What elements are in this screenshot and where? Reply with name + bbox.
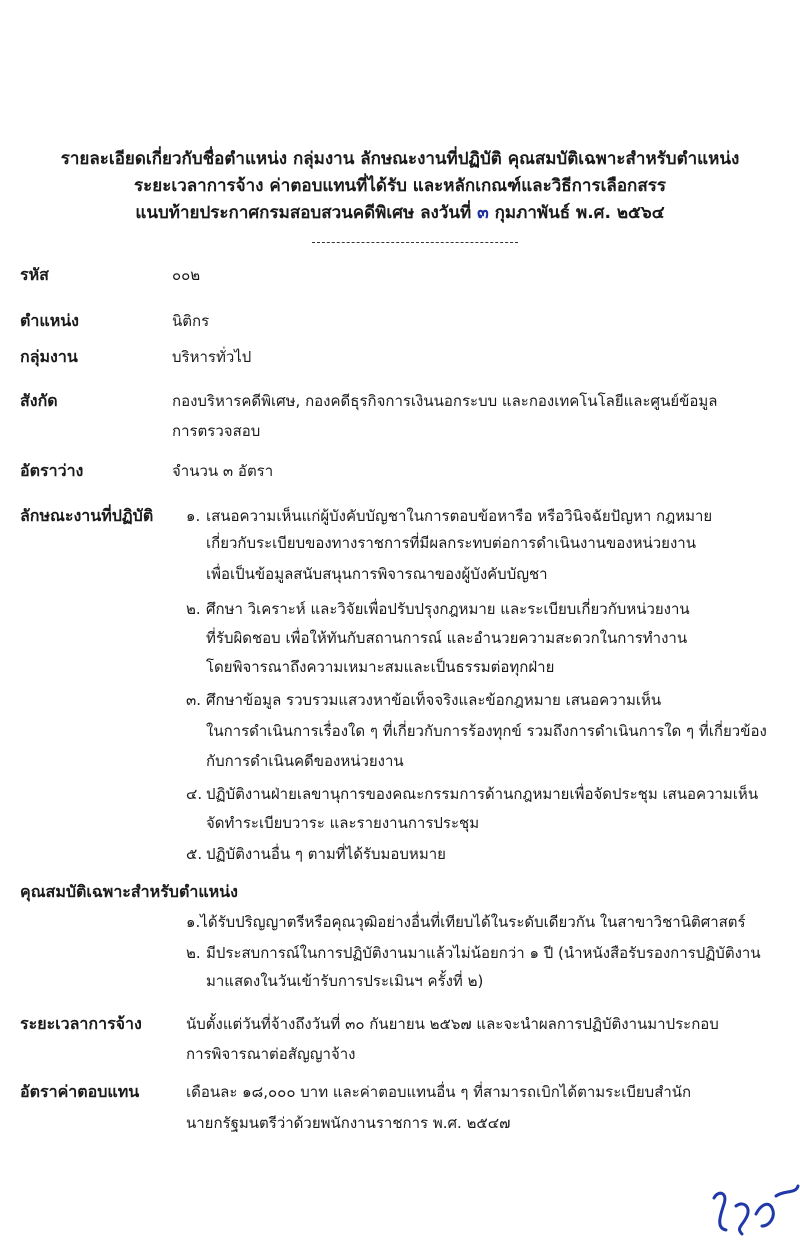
header-line-1: รายละเอียดเกี่ยวกับชื่อตำแหน่ง กลุ่มงาน ลักษณะงานที่ปฏิบัติ คุณสมบัติเฉพาะสำหรับตำแหน่ง xyxy=(60,149,740,169)
duty-line: เสนอความเห็นแก่ผู้บังคับบัญชาในการตอบข้อหารือ หรือวินิจฉัยปัญหา กฎหมาย xyxy=(206,507,713,525)
affiliation-label: สังกัด xyxy=(20,391,58,410)
header-date-day: ๓ xyxy=(477,203,489,223)
affiliation-line: การตรวจสอบ xyxy=(172,422,261,440)
handwritten-signature xyxy=(706,1170,800,1246)
header-line-3 xyxy=(0,200,800,227)
qualification-number: ๑. xyxy=(186,913,201,931)
code-label: รหัส xyxy=(20,265,49,284)
duty-item-1 xyxy=(186,503,712,529)
vacancies-label: อัตราว่าง xyxy=(20,461,84,480)
affiliation-line: กองบริหารคดีพิเศษ, กองคดีธุรกิจการเงินนอกระบบ และกองเทคโนโลยีและศูนย์ข้อมูล xyxy=(172,392,718,410)
position-label: ตำแหน่ง xyxy=(20,311,79,330)
contract-period-line: นับตั้งแต่วันที่จ้างถึงวันที่ ๓๐ กันยายน ๒๕๖๗ และจะนำผลการปฏิบัติงานมาประกอบ xyxy=(186,1015,719,1033)
qualification-line: ได้รับปริญญาตรีหรือคุณวุฒิอย่างอื่นที่เทียบได้ในระดับเดียวกัน ในสาขาวิชานิติศาสตร์ xyxy=(200,913,746,931)
duty-number: ๓. xyxy=(186,691,202,709)
duty-line: กับการดำเนินคดีของหน่วยงาน xyxy=(206,752,404,770)
group-value: บริหารทั่วไป xyxy=(172,348,252,366)
code-value: ๐๐๒ xyxy=(172,266,201,284)
duty-line: ปฏิบัติงานอื่น ๆ ตามที่ได้รับมอบหมาย xyxy=(206,845,446,863)
qualifications-label: คุณสมบัติเฉพาะสำหรับตำแหน่ง xyxy=(20,882,238,901)
header-separator xyxy=(312,242,518,243)
duty-line: ศึกษาข้อมูล รวบรวมแสวงหาข้อเท็จจริงและข้อกฎหมาย เสนอความเห็น xyxy=(206,691,662,709)
duty-line: เพื่อเป็นข้อมูลสนับสนุนการพิจารณาของผู้บังคับบัญชา xyxy=(206,565,548,583)
signature-stroke xyxy=(714,1186,798,1234)
contract-period-line: การพิจารณาต่อสัญญาจ้าง xyxy=(186,1045,356,1063)
qualification-line: มีประสบการณ์ในการปฏิบัติงานมาแล้วไม่น้อยกว่า ๑ ปี (นำหนังสือรับรองการปฏิบัติงาน xyxy=(206,944,761,962)
qualification-number: ๒. xyxy=(186,944,201,962)
header-line-3-suffix: กุมภาพันธ์ พ.ศ. ๒๕๖๔ xyxy=(494,203,665,223)
duty-number: ๔. xyxy=(186,785,203,803)
header-line-2: ระยะเวลาการจ้าง ค่าตอบแทนที่ได้รับ และหลักเกณฑ์และวิธีการเลือกสรร xyxy=(134,176,666,196)
duty-number: ๕. xyxy=(186,845,203,863)
position-value: นิติกร xyxy=(172,312,210,330)
duty-item-5 xyxy=(186,841,446,867)
duty-line: โดยพิจารณาถึงความเหมาะสมและเป็นธรรมต่อทุกฝ่าย xyxy=(206,658,555,676)
document-header xyxy=(0,146,800,227)
duty-line: ในการดำเนินการเรื่องใด ๆ ที่เกี่ยวกับการร้องทุกข์ รวมถึงการดำเนินการใด ๆ ที่เกี่ยวข้อง xyxy=(206,722,767,740)
duty-line: จัดทำระเบียบวาระ และรายงานการประชุม xyxy=(206,814,480,832)
duty-line: เกี่ยวกับระเบียบของทางราชการที่มีผลกระทบต่อการดำเนินงานของหน่วยงาน xyxy=(206,534,696,552)
duty-item-2 xyxy=(186,596,690,622)
duty-item-3 xyxy=(186,687,661,713)
duties-label: ลักษณะงานที่ปฏิบัติ xyxy=(20,506,154,525)
contract-period-label: ระยะเวลาการจ้าง xyxy=(20,1014,142,1033)
duty-number: ๑. xyxy=(186,507,201,525)
compensation-label: อัตราค่าตอบแทน xyxy=(20,1082,140,1101)
compensation-line: เดือนละ ๑๘,๐๐๐ บาท และค่าตอบแทนอื่น ๆ ที่สามารถเบิกได้ตามระเบียบสำนัก xyxy=(186,1083,692,1101)
group-label: กลุ่มงาน xyxy=(20,347,78,366)
vacancies-value: จำนวน ๓ อัตรา xyxy=(172,462,274,480)
compensation-line: นายกรัฐมนตรีว่าด้วยพนักงานราชการ พ.ศ. ๒๕๔๗ xyxy=(186,1114,511,1132)
duty-number: ๒. xyxy=(186,600,201,618)
duty-line: ศึกษา วิเคราะห์ และวิจัยเพื่อปรับปรุงกฎหมาย และระเบียบเกี่ยวกับหน่วยงาน xyxy=(206,600,690,618)
qualification-item-1 xyxy=(186,909,746,935)
qualification-item-2 xyxy=(186,940,761,966)
header-line-3-prefix: แนบท้ายประกาศกรมสอบสวนคดีพิเศษ ลงวันที่ xyxy=(135,203,472,223)
duty-item-4 xyxy=(186,781,758,807)
qualification-line: มาแสดงในวันเข้ารับการประเมินฯ ครั้งที่ ๒) xyxy=(206,972,484,990)
duty-line: ปฏิบัติงานฝ่ายเลขานุการของคณะกรรมการด้านกฎหมายเพื่อจัดประชุม เสนอความเห็น xyxy=(206,785,759,803)
duty-line: ที่รับผิดชอบ เพื่อให้ทันกับสถานการณ์ และอำนวยความสะดวกในการทำงาน xyxy=(206,629,688,647)
